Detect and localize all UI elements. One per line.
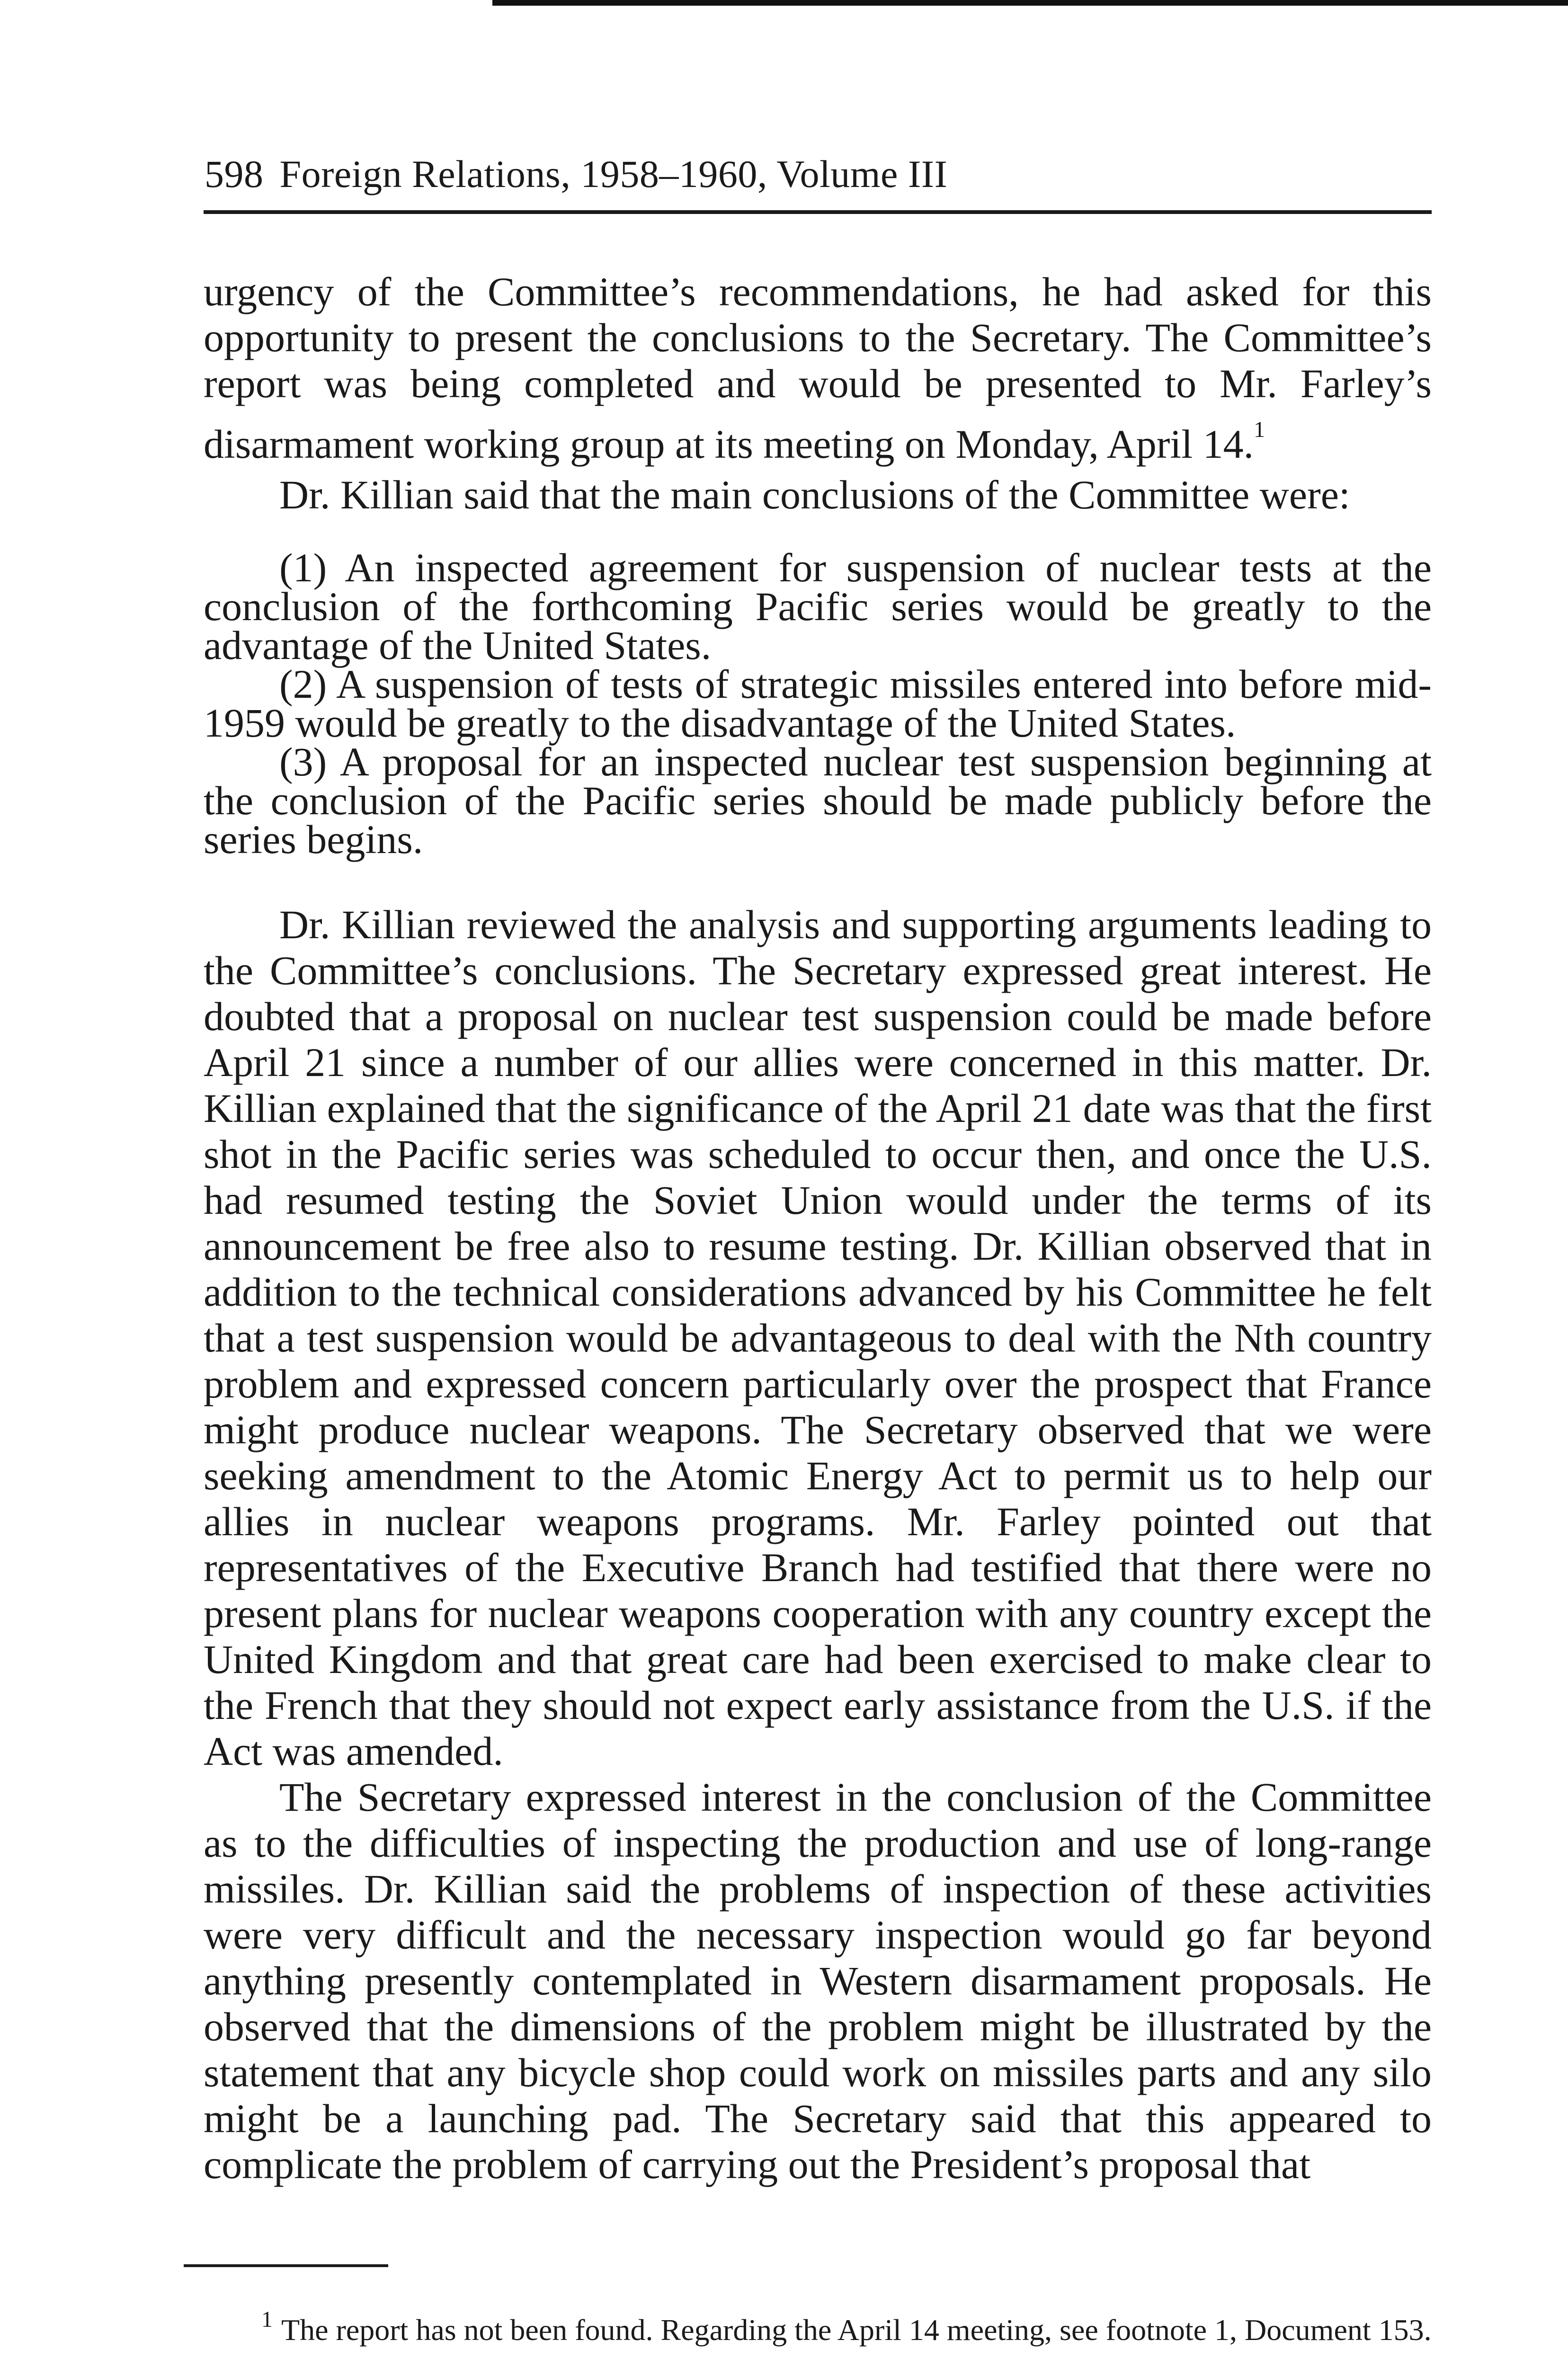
page-number: 598 xyxy=(205,152,264,196)
opening-text xyxy=(204,269,1432,518)
conclusion-3: (3) A proposal for an inspected nuclear test suspension beginning at the conclusion of the Pacific series should be made publicly before the series begins. xyxy=(204,739,1432,862)
paragraph-3: Dr. Killian reviewed the analysis and supporting arguments leading to the Committee’s conclusions. The Secretary expressed great interest. He doubted that a proposal on nuclear test suspension could be made before April 21 since a number of our allies were concerned in this matter. Dr. Killian explained that the significance of the April 21 date was that the first shot in the Pacific series was scheduled to occur then, and once the U.S. had resumed testing the Soviet Union would under the terms of its announcement be free also to resume testing. Dr. Killian observed that in addition to the technical considerations advanced by his Committee he felt that a test suspension would be advantageous to deal with the Nth country problem and expressed concern particularly over the prospect that France might produce nuclear weapons. The Secretary observed that we were seeking amendment to the Atomic Energy Act to permit us to help our allies in nuclear weapons programs. Mr. Farley pointed out that representatives of the Executive Branch had testified that there were no present plans for nuclear weapons cooperation with any country except the United Kingdom and that great care had been exercised to make clear to the French that they should not expect early assistance from the U.S. if the Act was amended. xyxy=(204,902,1432,1774)
volume-title: Foreign Relations, 1958–1960, Volume III xyxy=(279,152,948,196)
footnote-reference: 1 xyxy=(1254,417,1265,442)
footnote-rule xyxy=(184,2264,388,2267)
header-rule xyxy=(204,210,1432,214)
scan-top-edge xyxy=(492,0,1568,6)
paragraph-4: The Secretary expressed interest in the conclusion of the Committee as to the difficulties of inspecting the production and use of long-range missiles. Dr. Killian said the problems of inspection of these activities were very difficult and the necessary inspection would go far beyond anything presently contemplated in Western disarmament proposals. He observed that the dimensions of the problem might be illustrated by the statement that any bicycle shop could work on missiles parts and any silo might be a launching pad. The Secretary said that this appeared to complicate the problem of carrying out the President’s proposal that xyxy=(204,1774,1432,2187)
footnote-text: $^1$ The report has not been found. Regarding the April 14 meeting, see footnote 1, Document 153. xyxy=(261,2307,1432,2347)
paragraph-1: urgency of the Committee’s recommendations, he had asked for this opportunity to present the conclusions to the Secretary. The Committee’s report was being completed and would be presented to Mr. Farley’s disarmament working group at its meeting on Monday, April 14.$^1$ xyxy=(204,269,1432,467)
conclusion-1: (1) An inspected agreement for suspension of nuclear tests at the conclusion of the forthcoming Pacific series would be greatly to the advantage of the United States. xyxy=(204,545,1432,668)
conclusion-2: (2) A suspension of tests of strategic missiles entered into before mid-1959 would be greatly to the disadvantage of the United States. xyxy=(204,661,1432,746)
conclusions-list xyxy=(204,545,1432,862)
footnote-marker: 1 xyxy=(261,2307,273,2332)
discussion-text xyxy=(204,902,1432,2188)
running-header xyxy=(205,151,1431,198)
paragraph-2: Dr. Killian said that the main conclusions of the Committee were: xyxy=(279,472,1350,517)
footnote xyxy=(204,2301,1432,2349)
